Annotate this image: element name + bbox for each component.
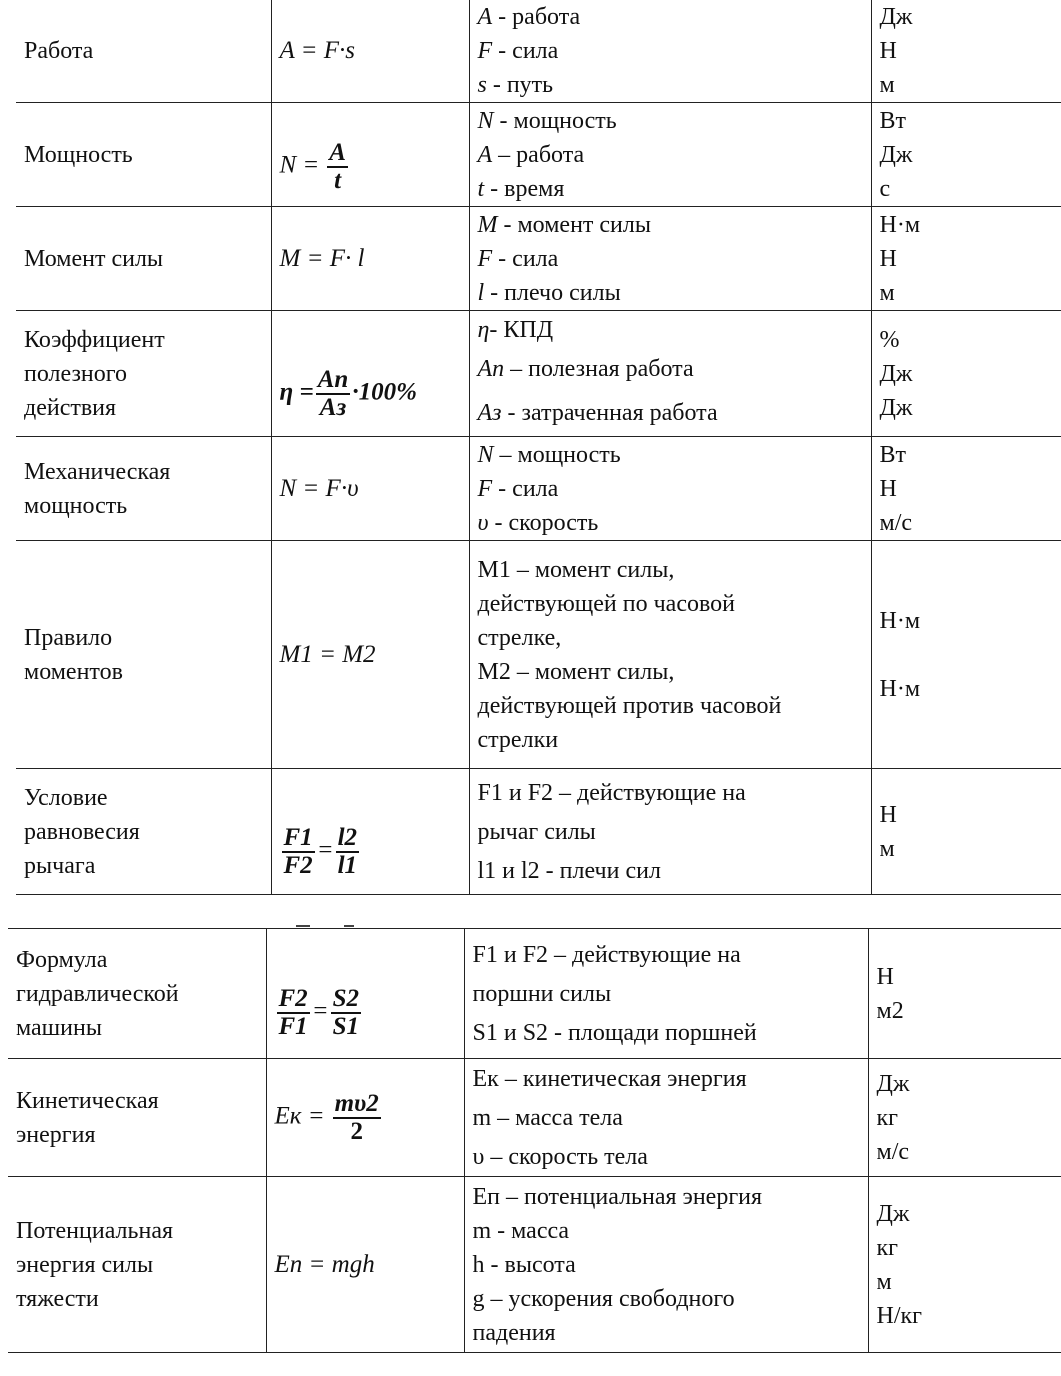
variables: M - момент силы F - сила l - плечо силы: [469, 207, 871, 311]
variables: Eк – кинетическая энергия m – масса тела υ – скорость тела: [464, 1059, 868, 1177]
quantity-name: Механическая мощность: [16, 437, 271, 541]
quantity-name: Работа: [16, 0, 271, 103]
variables: A - работа F - сила s - путь: [469, 0, 871, 103]
quantity-name: Правило моментов: [16, 541, 271, 769]
table-row: [16, 0, 1061, 103]
variables: F1 и F2 – действующие на поршни силы S1 и S2 - площади поршней: [464, 929, 868, 1059]
units: Н·м Н м: [871, 207, 1061, 311]
units: Дж кг м Н/кг: [868, 1177, 1061, 1353]
formula: N = $\frac{A}{t}$: [271, 103, 469, 207]
units: Н м: [871, 769, 1061, 895]
variables: N - мощность A – работа t - время: [469, 103, 871, 207]
table-row: [16, 311, 1061, 437]
units: Вт Дж с: [871, 103, 1061, 207]
units: Дж Н м: [871, 0, 1061, 103]
formula: $\frac{F1}{F2}$ = $\frac{l2}{l1}$: [271, 769, 469, 895]
units: Вт Н м/с: [871, 437, 1061, 541]
units: % Дж Дж: [871, 311, 1061, 437]
table-row: [16, 769, 1061, 895]
formula: $\frac{F2}{F1}$ = $\frac{S2}{S1}$: [266, 929, 464, 1059]
formula: M1 = M2: [271, 541, 469, 769]
table-row: [16, 103, 1061, 207]
quantity-name: Момент силы: [16, 207, 271, 311]
variables: F1 и F2 – действующие на рычаг силы l1 и l2 - плечи сил: [469, 769, 871, 895]
table-row: [16, 541, 1061, 769]
quantity-name: Потенциальная энергия силы тяжести: [8, 1177, 266, 1353]
variables: N – мощность F - сила υ - скорость: [469, 437, 871, 541]
quantity-name: Формула гидравлической машины: [8, 929, 266, 1059]
table-row: [16, 207, 1061, 311]
quantity-name: Кинетическая энергия: [8, 1059, 266, 1177]
formula-table-bottom: [8, 928, 1061, 1353]
quantity-name: Коэффициент полезного действия: [16, 311, 271, 437]
table-row: [8, 1177, 1061, 1353]
separator-mark: [296, 925, 310, 927]
formula: N = F·υ: [271, 437, 469, 541]
units: Дж кг м/с: [868, 1059, 1061, 1177]
formula: A = F·s: [271, 0, 469, 103]
table-row: [8, 929, 1061, 1059]
separator-mark: [344, 925, 354, 927]
variables: η- КПД Aп – полезная работа Aз - затраченная работа: [469, 311, 871, 437]
formula-table-top: [16, 0, 1061, 895]
variables: Eп – потенциальная энергия m - масса h - высота g – ускорения свободного падения: [464, 1177, 868, 1353]
formula: Eк = $\frac{m\upsilon 2}{2}$: [266, 1059, 464, 1177]
table-row: [8, 1059, 1061, 1177]
formula: η = $\frac{Aп}{Aз}$ ·100%: [271, 311, 469, 437]
formula: M = F· l: [271, 207, 469, 311]
table-row: [16, 437, 1061, 541]
quantity-name: Мощность: [16, 103, 271, 207]
variables: M1 – момент силы, действующей по часовой стрелке, M2 – момент силы, действующей против часовой стрелки: [469, 541, 871, 769]
units: Н·м Н·м: [871, 541, 1061, 769]
quantity-name: Условие равновесия рычага: [16, 769, 271, 895]
formula: Eп = mgh: [266, 1177, 464, 1353]
units: Н м2: [868, 929, 1061, 1059]
